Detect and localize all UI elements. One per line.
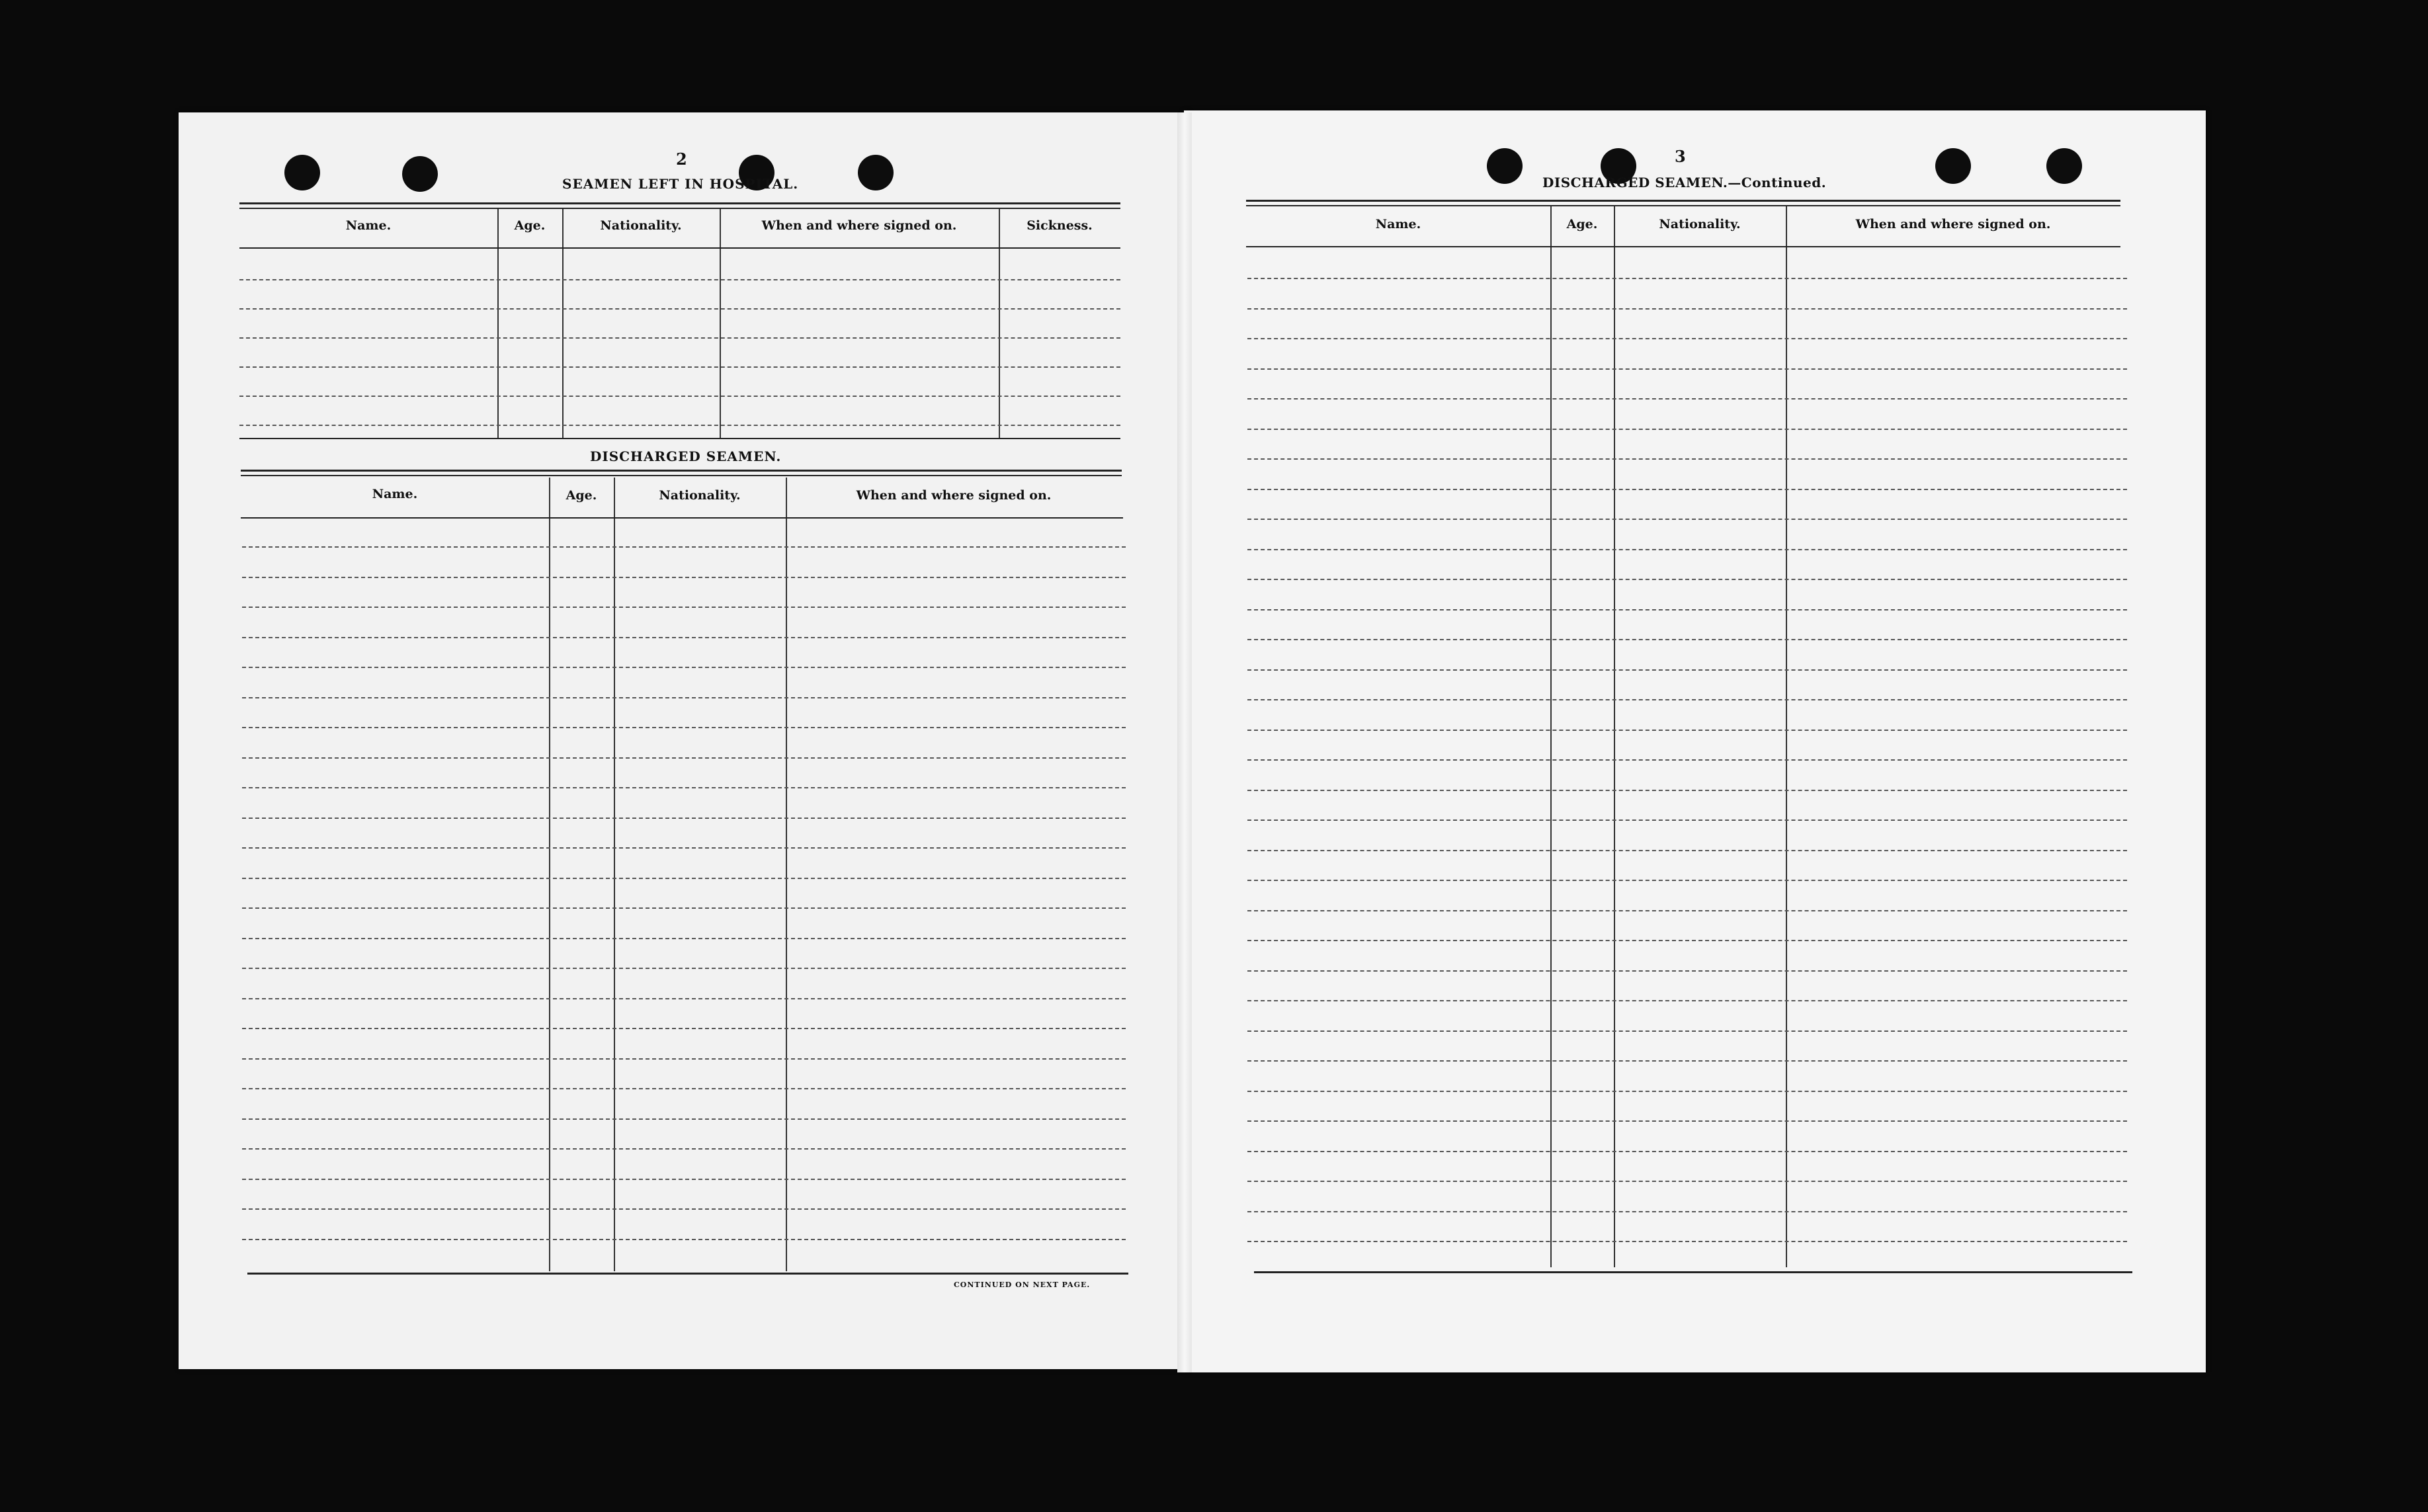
ruled-row-line (242, 1088, 1126, 1089)
hospital-col-signed-on: When and where signed on. (761, 218, 957, 233)
ruled-row-line (1247, 699, 2127, 700)
ruled-row-line (1247, 819, 2127, 821)
hospital-header-rule (239, 247, 1120, 249)
ruled-row-line (1247, 338, 2127, 339)
ruled-row-line (1247, 368, 2127, 370)
ruled-row-line (242, 727, 1126, 728)
hospital-col-name: Name. (345, 218, 392, 233)
ruled-row-line (1247, 940, 2127, 941)
discharged-col-age: Age. (565, 488, 597, 503)
ruled-row-line (1247, 730, 2127, 731)
ruled-row-line (1247, 489, 2127, 490)
discharged-header-rule (241, 517, 1123, 519)
ruled-row-line (242, 577, 1126, 578)
ruled-row-line (242, 1179, 1126, 1180)
right-col-nationality: Nationality. (1659, 217, 1741, 231)
ruled-row-line (1247, 429, 2127, 430)
ruled-row-line (1247, 1030, 2127, 1032)
discharged-col-divider (614, 478, 615, 1271)
punch-hole (858, 155, 894, 190)
ruled-row-line (242, 787, 1126, 788)
right-section-title: DISCHARGED SEAMEN.—Continued. (1542, 175, 1827, 190)
ruled-row-line (1247, 880, 2127, 881)
ruled-row-line (242, 1208, 1126, 1210)
ruled-row-line (1247, 910, 2127, 911)
hospital-row-line (239, 279, 1120, 280)
hospital-row-line (239, 396, 1120, 397)
right-header-rule (1246, 246, 2120, 247)
left-page (179, 112, 1191, 1369)
ruled-row-line (1247, 1211, 2127, 1212)
ruled-row-line (242, 1028, 1126, 1029)
page-fold (1177, 112, 1192, 1372)
ruled-row-line (242, 1148, 1126, 1150)
ruled-row-line (1247, 1060, 2127, 1062)
punch-hole (2046, 148, 2082, 184)
hospital-col-divider (497, 209, 499, 438)
hospital-col-age: Age. (514, 218, 546, 233)
ruled-row-line (1247, 850, 2127, 851)
hospital-col-divider (720, 209, 721, 438)
ruled-row-line (242, 938, 1126, 939)
ruled-row-line (1247, 790, 2127, 791)
left-page-number: 2 (676, 149, 687, 169)
right-col-name: Name. (1375, 217, 1421, 231)
hospital-col-divider (999, 209, 1000, 438)
hospital-top-rule (239, 202, 1120, 209)
punch-hole (1935, 148, 1971, 184)
discharged-col-signed-on: When and where signed on. (856, 488, 1052, 503)
hospital-col-sickness: Sickness. (1026, 218, 1093, 233)
ruled-row-line (242, 878, 1126, 879)
right-col-divider (1614, 206, 1615, 1267)
ruled-row-line (1247, 579, 2127, 580)
ruled-row-line (242, 757, 1126, 759)
ruled-row-line (242, 697, 1126, 698)
ruled-row-line (1247, 1091, 2127, 1092)
hospital-row-line (239, 366, 1120, 368)
hospital-row-line (239, 337, 1120, 339)
ruled-row-line (1247, 759, 2127, 761)
discharged-col-divider (549, 478, 550, 1271)
ruled-row-line (242, 546, 1126, 548)
ruled-row-line (242, 637, 1126, 638)
ruled-row-line (242, 968, 1126, 969)
ruled-row-line (1247, 1120, 2127, 1122)
right-col-divider (1550, 206, 1552, 1267)
hospital-col-divider (562, 209, 564, 438)
hospital-row-line (239, 425, 1120, 426)
ruled-row-line (1247, 549, 2127, 550)
ruled-row-line (242, 818, 1126, 819)
hospital-row-line (239, 308, 1120, 310)
discharged-col-nationality: Nationality. (659, 488, 741, 503)
right-top-rule (1246, 200, 2120, 206)
punch-hole (1487, 148, 1523, 184)
ruled-row-line (242, 1118, 1126, 1120)
right-col-signed-on: When and where signed on. (1855, 217, 2051, 231)
ruled-row-line (1247, 519, 2127, 520)
continued-note: CONTINUED ON NEXT PAGE. (954, 1281, 1091, 1289)
hospital-bottom-rule (239, 438, 1120, 439)
discharged-bottom-rule (247, 1273, 1128, 1275)
ruled-row-line (242, 667, 1126, 668)
ruled-row-line (1247, 1151, 2127, 1152)
right-page-number: 3 (1675, 147, 1686, 166)
right-col-age: Age. (1566, 217, 1598, 231)
ruled-row-line (1247, 1181, 2127, 1182)
ruled-row-line (1247, 639, 2127, 640)
ruled-row-line (1247, 669, 2127, 671)
ruled-row-line (1247, 398, 2127, 399)
right-page (1184, 110, 2206, 1372)
ruled-row-line (1247, 308, 2127, 310)
ruled-row-line (242, 1058, 1126, 1060)
ruled-row-line (1247, 1000, 2127, 1001)
right-col-divider (1786, 206, 1787, 1267)
discharged-col-name: Name. (372, 487, 418, 501)
punch-hole (284, 155, 320, 190)
ruled-row-line (242, 607, 1126, 608)
ruled-row-line (242, 907, 1126, 909)
ruled-row-line (1247, 970, 2127, 972)
ruled-row-line (1247, 278, 2127, 279)
hospital-col-nationality: Nationality. (600, 218, 682, 233)
ruled-row-line (242, 847, 1126, 849)
ruled-row-line (1247, 1241, 2127, 1242)
ruled-row-line (1247, 609, 2127, 610)
ruled-row-line (1247, 458, 2127, 460)
ruled-row-line (242, 998, 1126, 999)
hospital-section-title: SEAMEN LEFT IN HOSPITAL. (562, 176, 799, 192)
discharged-section-title: DISCHARGED SEAMEN. (590, 448, 782, 464)
right-bottom-rule (1254, 1271, 2132, 1273)
punch-hole (402, 156, 438, 192)
discharged-col-divider (786, 478, 787, 1271)
ruled-row-line (242, 1239, 1126, 1240)
discharged-top-rule (241, 470, 1122, 476)
